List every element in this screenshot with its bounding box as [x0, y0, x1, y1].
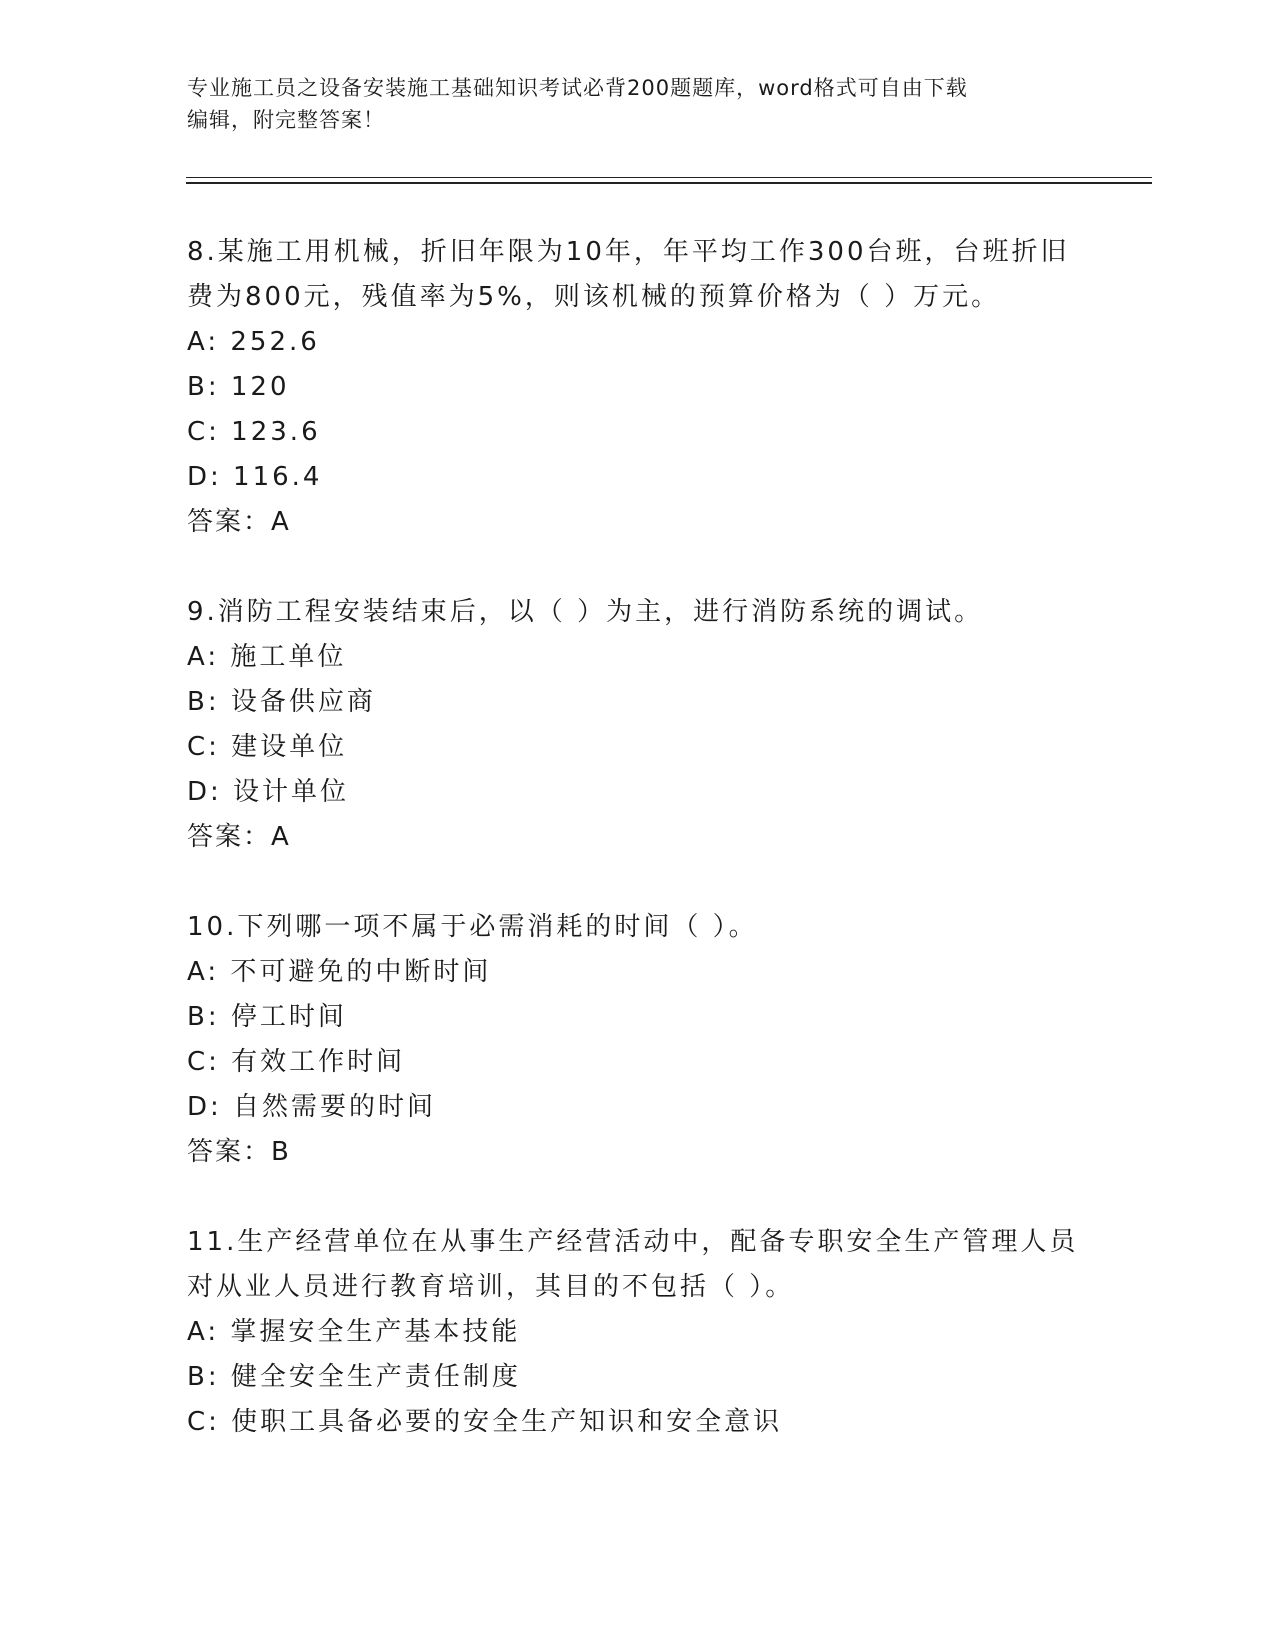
question-10-stem-line-1: 10.下列哪一项不属于必需消耗的时间（ ）。 — [187, 912, 758, 942]
header-rule-thick — [186, 182, 1152, 184]
question-10-option-c: C: 有效工作时间 — [187, 1047, 406, 1077]
question-8-option-b: B: 120 — [187, 372, 290, 402]
question-9-stem-line-1: 9.消防工程安装结束后，以（ ）为主，进行消防系统的调试。 — [187, 597, 984, 627]
question-10-answer: 答案：B — [187, 1137, 291, 1167]
question-8-option-c: C: 123.6 — [187, 417, 321, 447]
header-rule-thin — [186, 177, 1152, 178]
question-11-option-c: C: 使职工具备必要的安全生产知识和安全意识 — [187, 1407, 783, 1437]
question-9-option-b: B: 设备供应商 — [187, 687, 376, 717]
question-8-option-a: A: 252.6 — [187, 327, 320, 357]
question-8-stem-line-2: 费为800元，残值率为5%，则该机械的预算价格为（ ）万元。 — [187, 282, 1001, 312]
question-11-option-b: B: 健全安全生产责任制度 — [187, 1362, 521, 1392]
question-10-option-d: D: 自然需要的时间 — [187, 1092, 437, 1122]
header-line-2: 编辑，附完整答案！ — [187, 108, 385, 132]
question-11-stem-line-1: 11.生产经营单位在从事生产经营活动中，配备专职安全生产管理人员 — [187, 1227, 1079, 1257]
document-header — [187, 72, 1067, 136]
question-11-stem-line-2: 对从业人员进行教育培训，其目的不包括（ ）。 — [187, 1272, 795, 1302]
question-9-option-a: A: 施工单位 — [187, 642, 347, 672]
question-11-option-a: A: 掌握安全生产基本技能 — [187, 1317, 521, 1347]
question-9-answer: 答案：A — [187, 822, 291, 852]
question-10-option-b: B: 停工时间 — [187, 1002, 347, 1032]
question-8-answer: 答案：A — [187, 507, 291, 537]
question-10-option-a: A: 不可避免的中断时间 — [187, 957, 492, 987]
question-8-option-d: D: 116.4 — [187, 462, 323, 492]
header-line-1: 专业施工员之设备安装施工基础知识考试必背200题题库，word格式可自由下载 — [187, 76, 968, 100]
question-9-option-c: C: 建设单位 — [187, 732, 348, 762]
question-8-stem-line-1: 8.某施工用机械，折旧年限为10年，年平均工作300台班，台班折旧 — [187, 237, 1070, 267]
question-9-option-d: D: 设计单位 — [187, 777, 350, 807]
